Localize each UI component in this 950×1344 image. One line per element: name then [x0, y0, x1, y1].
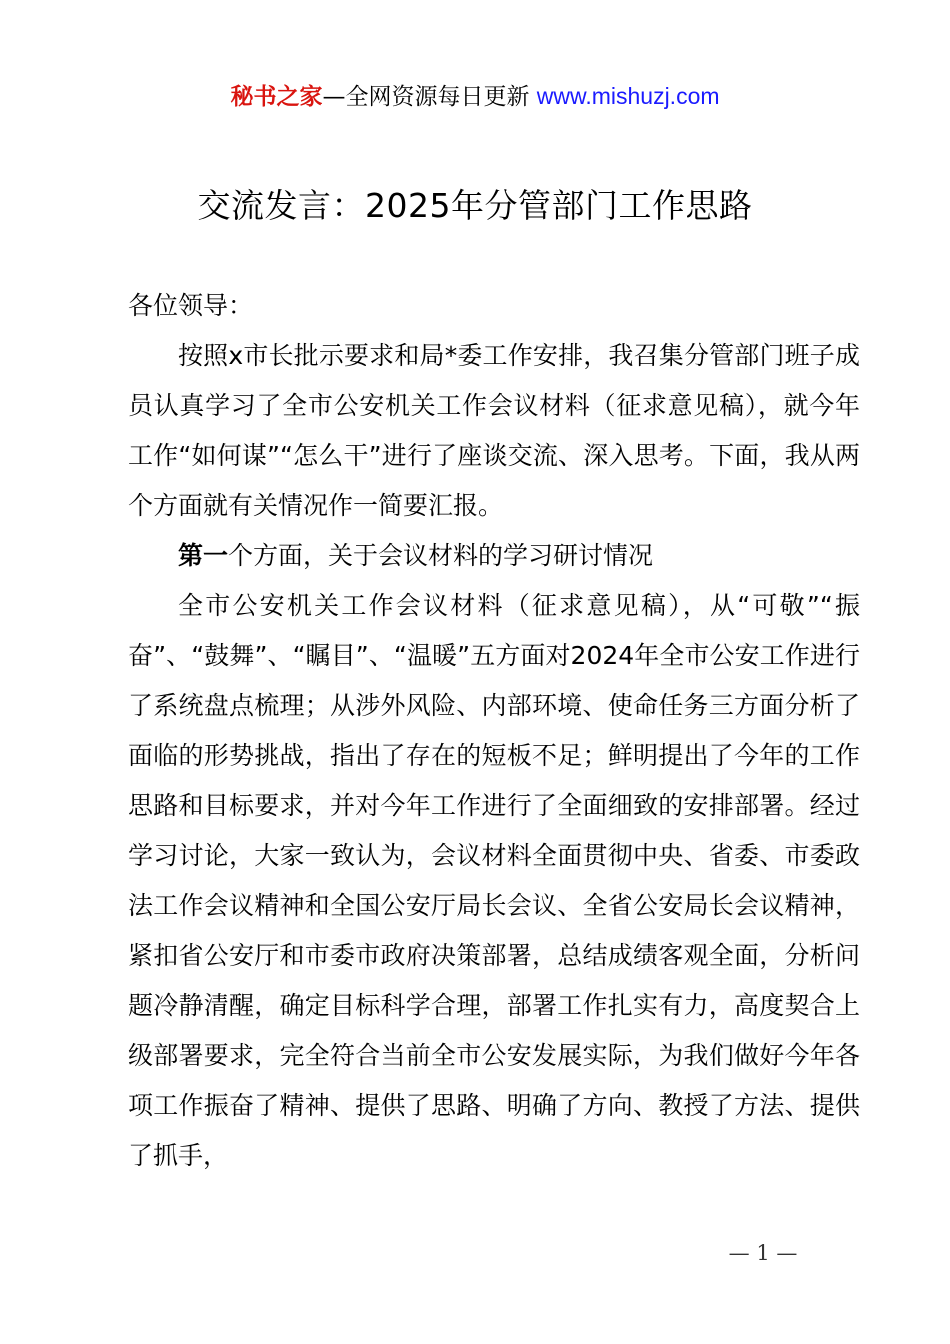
page-number: — 1 — [728, 1241, 798, 1265]
document-body [128, 281, 860, 1181]
paragraph-intro: 按照x市长批示要求和局*委工作安排，我召集分管部门班子成员认真学习了全市公安机关工作会议材料（征求意见稿），就今年工作“如何谋”“怎么干”进行了座谈交流、深入思考。下面，我从两个方面就有关情况作一简要汇报。 [128, 341, 860, 520]
site-url-link[interactable]: www.mishuzj.com [536, 83, 720, 109]
brand-name: 秘书之家 [230, 84, 323, 110]
paragraph-study: 全市公安机关工作会议材料（征求意见稿），从“可敬”“振奋”、“鼓舞”、“瞩目”、“温暖”五方面对2024年全市公安工作进行了系统盘点梳理；从涉外风险、内部环境、使命任务三方面分析了面临的形势挑战，指出了存在的短板不足；鲜明提出了今年的工作思路和目标要求，并对今年工作进行了全面细致的安排部署。经过学习讨论，大家一致认为，会议材料全面贯彻中央、省委、市委政法工作会议精神和全国公安厅局长会议、全省公安局长会议精神，紧扣省公安厅和市委市政府决策部署，总结成绩客观全面，分析问题冷静清醒，确定目标科学合理，部署工作扎实有力，高度契合上级部署要求，完全符合当前全市公安发展实际，为我们做好今年各项工作振奋了精神、提供了思路、明确了方向、教授了方法、提供了抓手， [128, 591, 860, 1170]
section-heading-lead: 第一 [178, 541, 229, 570]
section-heading-text: 个方面，关于会议材料的学习研讨情况 [228, 541, 654, 570]
header-tagline: —全网资源每日更新 [322, 84, 537, 110]
section-heading-1 [128, 531, 860, 581]
salutation: 各位领导： [128, 291, 254, 320]
document-title: 交流发言：2025年分管部门工作思路 [197, 186, 753, 225]
site-header [0, 80, 950, 113]
